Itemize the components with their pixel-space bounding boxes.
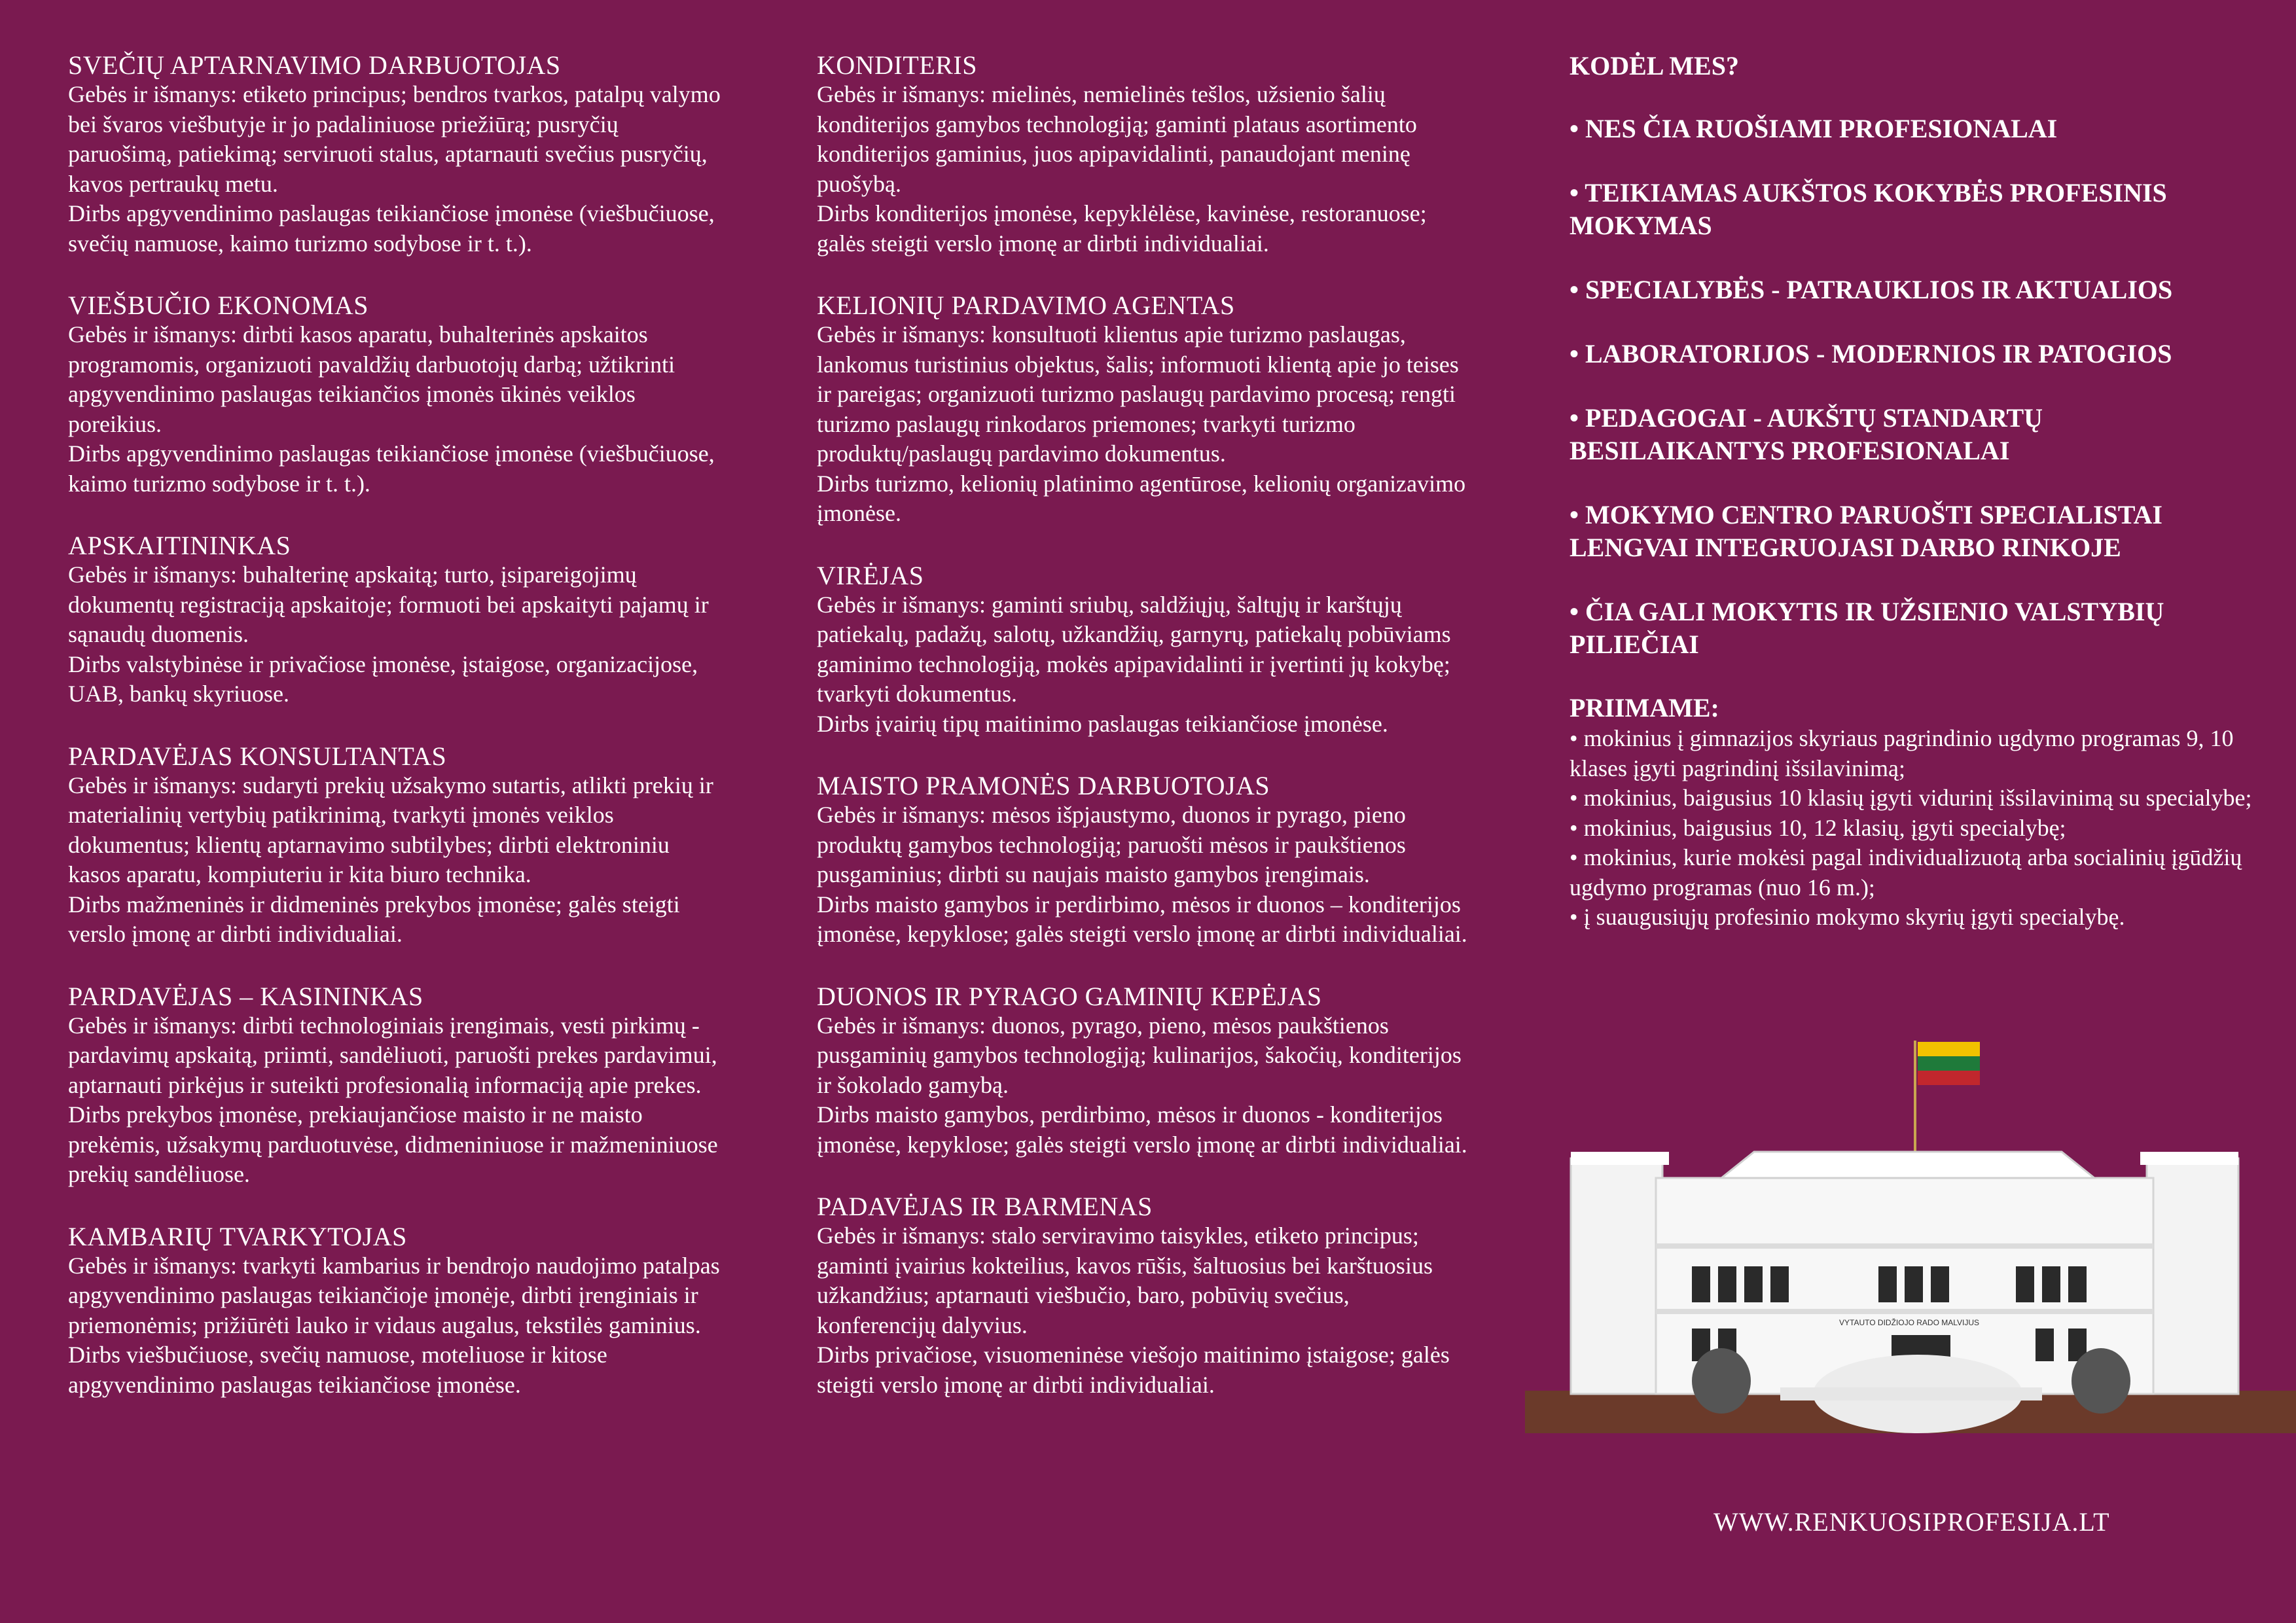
profession-description — [817, 800, 1471, 950]
why-us-item: • SPECIALYBĖS - PATRAUKLIOS IR AKTUALIOS — [1570, 275, 2173, 304]
profession-title: KELIONIŲ PARDAVIMO AGENTAS — [817, 291, 1235, 320]
profession-description — [68, 771, 723, 950]
admission-title: PRIIMAME: — [1570, 693, 1719, 722]
skills-label: Gebės ir išmanys: — [817, 591, 986, 618]
why-us-item: • LABORATORIJOS - MODERNIOS IR PATOGIOS — [1570, 339, 2172, 368]
profession-block — [817, 51, 1471, 259]
admission-list — [1570, 724, 2263, 933]
admission-item: • mokinius, baigusius 10, 12 klasių, įgyti specialybę; — [1570, 814, 2066, 841]
work-label: Dirbs — [68, 651, 120, 677]
work-text: mažmeninės ir didmeninės prekybos įmonėse; galės steigti verslo įmonę ar dirbti individualiai. — [68, 891, 680, 947]
skills-text: mėsos išpjaustymo, duonos ir pyrago, pieno produktų gamybos technologiją; paruošti mėsos ir paukštienos pusgaminius; dirbti su naujais maisto gamybos įrengimais. — [817, 802, 1406, 887]
profession-description — [817, 80, 1471, 259]
skills-label: Gebės ir išmanys: — [68, 1252, 237, 1279]
work-label: Dirbs — [68, 1101, 120, 1128]
work-label: Dirbs — [68, 440, 120, 467]
skills-label: Gebės ir išmanys: — [817, 802, 986, 828]
why-us-item: • PEDAGOGAI - AUKŠTŲ STANDARTŲ BESILAIKANTYS PROFESIONALAI — [1570, 403, 2043, 465]
profession-description — [817, 590, 1471, 740]
profession-description — [68, 560, 723, 709]
profession-description — [817, 320, 1471, 529]
admission-item: • mokinius, baigusius 10 klasių įgyti vidurinį išsilavinimą su specialybe; — [1570, 785, 2252, 811]
website-url[interactable]: WWW.RENKUOSIPROFESIJA.LT — [1713, 1507, 2110, 1537]
work-text: valstybinėse ir privačiose įmonėse, įstaigose, organizacijose, UAB, bankų skyriuose. — [68, 651, 698, 707]
why-us-item: • ČIA GALI MOKYTIS IR UŽSIENIO VALSTYBIŲ PILIEČIAI — [1570, 597, 2164, 659]
work-text: konditerijos įmonėse, kepyklėlėse, kavinėse, restoranuose; galės steigti verslo įmonę ar dirbti individualiai. — [817, 200, 1427, 257]
skills-label: Gebės ir išmanys: — [817, 81, 986, 107]
profession-block — [817, 1192, 1471, 1400]
profession-title: PARDAVĖJAS – KASININKAS — [68, 981, 423, 1011]
school-building-photo — [1525, 1027, 2296, 1446]
why-us-list — [1570, 113, 2263, 661]
skills-label: Gebės ir išmanys: — [68, 772, 237, 798]
skills-text: duonos, pyrago, pieno, mėsos paukštienos pusgaminių gamybos technologiją; kulinarijos, šakočių, konditerijos ir šokolado gamybą. — [817, 1012, 1462, 1098]
work-label: Dirbs — [68, 891, 120, 918]
admission-item: • į suaugusiųjų profesinio mokymo skyrių įgyti specialybę. — [1570, 904, 2125, 930]
profession-title: KONDITERIS — [817, 50, 977, 80]
column-right — [1570, 51, 2263, 933]
profession-block — [68, 51, 723, 259]
skills-text: konsultuoti klientus apie turizmo paslaugas, lankomus turistinius objektus, šalis; informuoti klientą apie jo teises ir pareigas; organizuoti turizmo paslaugų pardavimo procesą; rengti turizmo paslaugų rinkodaros priemones; tvarkyti turizmo produktų/paslaugų pardavimo dokumentus. — [817, 321, 1459, 467]
profession-description — [817, 1221, 1471, 1400]
work-text: prekybos įmonėse, prekiaujančiose maisto ir ne maisto prekėmis, užsakymų parduotuvėse, didmeniniuose ir mažmeniniuose prekių sandėliuose. — [68, 1101, 718, 1187]
building-sign: VYTAUTO DIDŽIOJO RADO MALVIJUS — [1839, 1318, 1980, 1327]
profession-block — [68, 982, 723, 1190]
profession-title: VIRĖJAS — [817, 560, 924, 590]
work-label: Dirbs — [817, 1342, 869, 1368]
profession-description — [68, 1011, 723, 1190]
profession-block — [817, 291, 1471, 529]
skills-label: Gebės ir išmanys: — [817, 321, 986, 348]
skills-label: Gebės ir išmanys: — [817, 1012, 986, 1039]
why-us-item: • TEIKIAMAS AUKŠTOS KOKYBĖS PROFESINIS MOKYMAS — [1570, 178, 2167, 240]
profession-title: PARDAVĖJAS KONSULTANTAS — [68, 741, 447, 771]
profession-title: APSKAITININKAS — [68, 531, 291, 560]
profession-block — [817, 772, 1471, 950]
admission-item: • mokinius į gimnazijos skyriaus pagrindinio ugdymo programas 9, 10 klases įgyti pagrindinį išsilavinimą; — [1570, 725, 2234, 781]
skills-label: Gebės ir išmanys: — [817, 1222, 986, 1249]
work-label: Dirbs — [817, 200, 869, 226]
work-text: apgyvendinimo paslaugas teikiančiose įmonėse (viešbučiuose, svečių namuose, kaimo turizmo sodybose ir t. t.). — [68, 200, 715, 257]
skills-text: sudaryti prekių užsakymo sutartis, atlikti prekių ir materialinių vertybių patikrinimą, tvarkyti įmonės veiklos dokumentus; klientų aptarnavimo subtilybes; dirbti elektroniniu kasos aparatu, kompiuteriu ir kita biuro technika. — [68, 772, 713, 887]
profession-title: MAISTO PRAMONĖS DARBUOTOJAS — [817, 771, 1270, 800]
work-text: maisto gamybos, perdirbimo, mėsos ir duonos - konditerijos įmonėse, kepyklose; galės steigti verslo įmonę ar dirbti individualiai. — [817, 1101, 1467, 1158]
work-text: turizmo, kelionių platinimo agentūrose, kelionių organizavimo įmonėse. — [817, 470, 1466, 526]
profession-block — [817, 982, 1471, 1160]
profession-title: SVEČIŲ APTARNAVIMO DARBUOTOJAS — [68, 50, 561, 80]
why-us-title: KODĖL MES? — [1570, 51, 1739, 80]
column-middle — [817, 51, 1471, 1433]
skills-text: dirbti technologiniais įrengimais, vesti pirkimų - pardavimų apskaitą, priimti, sandėliuoti, paruošti prekes pardavimui, aptarnauti pirkėjus ir suteikti profesionalią informaciją apie prekes. — [68, 1012, 717, 1098]
skills-text: buhalterinę apskaitą; turto, įsipareigojimų dokumentų registraciją apskaitoje; formuoti bei apskaityti pajamų ir sąnaudų duomenis. — [68, 562, 709, 647]
work-label: Dirbs — [68, 1342, 120, 1368]
why-us-item: • MOKYMO CENTRO PARUOŠTI SPECIALISTAI LENGVAI INTEGRUOJASI DARBO RINKOJE — [1570, 500, 2162, 562]
skills-text: stalo serviravimo taisykles, etiketo principus; gaminti įvairius kokteilius, kavos rūšis, šaltuosius bei karštuosius užkandžius; aptarnauti viešbučio, baro, pobūvių svečius, konferencijų dalyvius. — [817, 1222, 1433, 1338]
skills-text: gaminti sriubų, saldžiųjų, šaltųjų ir karštųjų patiekalų, padažų, salotų, užkandžių, garnyrų, patiekalų pobūviams gaminimo technologiją, mokės apipavidalinti ir įvertinti jų kokybę; tvarkyti dokumentus. — [817, 591, 1451, 707]
profession-description — [68, 320, 723, 499]
work-label: Dirbs — [817, 891, 869, 918]
work-label: Dirbs — [817, 1101, 869, 1128]
profession-block — [68, 531, 723, 709]
skills-label: Gebės ir išmanys: — [68, 562, 237, 588]
work-text: maisto gamybos ir perdirbimo, mėsos ir duonos – konditerijos įmonėse, kepyklose; galės steigti verslo įmonę ar dirbti individualiai. — [817, 891, 1467, 947]
profession-description — [68, 80, 723, 259]
skills-label: Gebės ir išmanys: — [68, 1012, 237, 1039]
work-text: viešbučiuose, svečių namuose, moteliuose ir kitose apgyvendinimo paslaugas teikiančiose įmonėse. — [68, 1342, 607, 1398]
work-label: Dirbs — [817, 710, 869, 737]
profession-block — [68, 291, 723, 499]
profession-description — [817, 1011, 1471, 1160]
why-us-item: • NES ČIA RUOŠIAMI PROFESIONALAI — [1570, 114, 2058, 143]
skills-label: Gebės ir išmanys: — [68, 321, 237, 348]
work-text: privačiose, visuomeninėse viešojo maitinimo įstaigose; galės steigti verslo įmonę ar dirbti individualiai. — [817, 1342, 1450, 1398]
profession-title: DUONOS IR PYRAGO GAMINIŲ KEPĖJAS — [817, 981, 1322, 1011]
profession-title: PADAVĖJAS IR BARMENAS — [817, 1192, 1153, 1221]
skills-text: mielinės, nemielinės tešlos, užsienio šalių konditerijos gamybos technologiją; gaminti plataus asortimento konditerijos gaminius, juos apipavidalinti, panaudojant meninę puošybą. — [817, 81, 1417, 197]
work-label: Dirbs — [817, 470, 869, 497]
profession-block — [817, 562, 1471, 740]
profession-title: VIEŠBUČIO EKONOMAS — [68, 291, 369, 320]
profession-title: KAMBARIŲ TVARKYTOJAS — [68, 1221, 407, 1251]
skills-label: Gebės ir išmanys: — [68, 81, 237, 107]
admission-item: • mokinius, kurie mokėsi pagal individualizuotą arba socialinių įgūdžių ugdymo programas (nuo 16 m.); — [1570, 844, 2242, 901]
profession-block — [68, 1222, 723, 1400]
skills-text: tvarkyti kambarius ir bendrojo naudojimo patalpas apgyvendinimo paslaugas teikiančioje įmonėje, dirbti įrenginiais ir priemonėmis; prižiūrėti lauko ir vidaus augalus, tekstilės gaminius. — [68, 1252, 720, 1338]
profession-description — [68, 1251, 723, 1400]
work-text: įvairių tipų maitinimo paslaugas teikiančiose įmonėse. — [875, 710, 1388, 737]
work-text: apgyvendinimo paslaugas teikiančiose įmonėse (viešbučiuose, kaimo turizmo sodybose ir t. t.). — [68, 440, 715, 497]
work-label: Dirbs — [68, 200, 120, 226]
skills-text: dirbti kasos aparatu, buhalterinės apskaitos programomis, organizuoti pavaldžių darbuotojų darbą; užtikrinti apgyvendinimo paslaugas teikiančios įmonės ūkinės veiklos poreikius. — [68, 321, 675, 437]
column-left — [68, 51, 723, 1433]
skills-text: etiketo principus; bendros tvarkos, patalpų valymo bei švaros viešbutyje ir jo padaliniuose priežiūrą; pusryčių paruošimą, patiekimą; serviruoti stalus, aptarnauti svečius pusryčių, kavos pertraukų metu. — [68, 81, 721, 197]
profession-block — [68, 742, 723, 950]
